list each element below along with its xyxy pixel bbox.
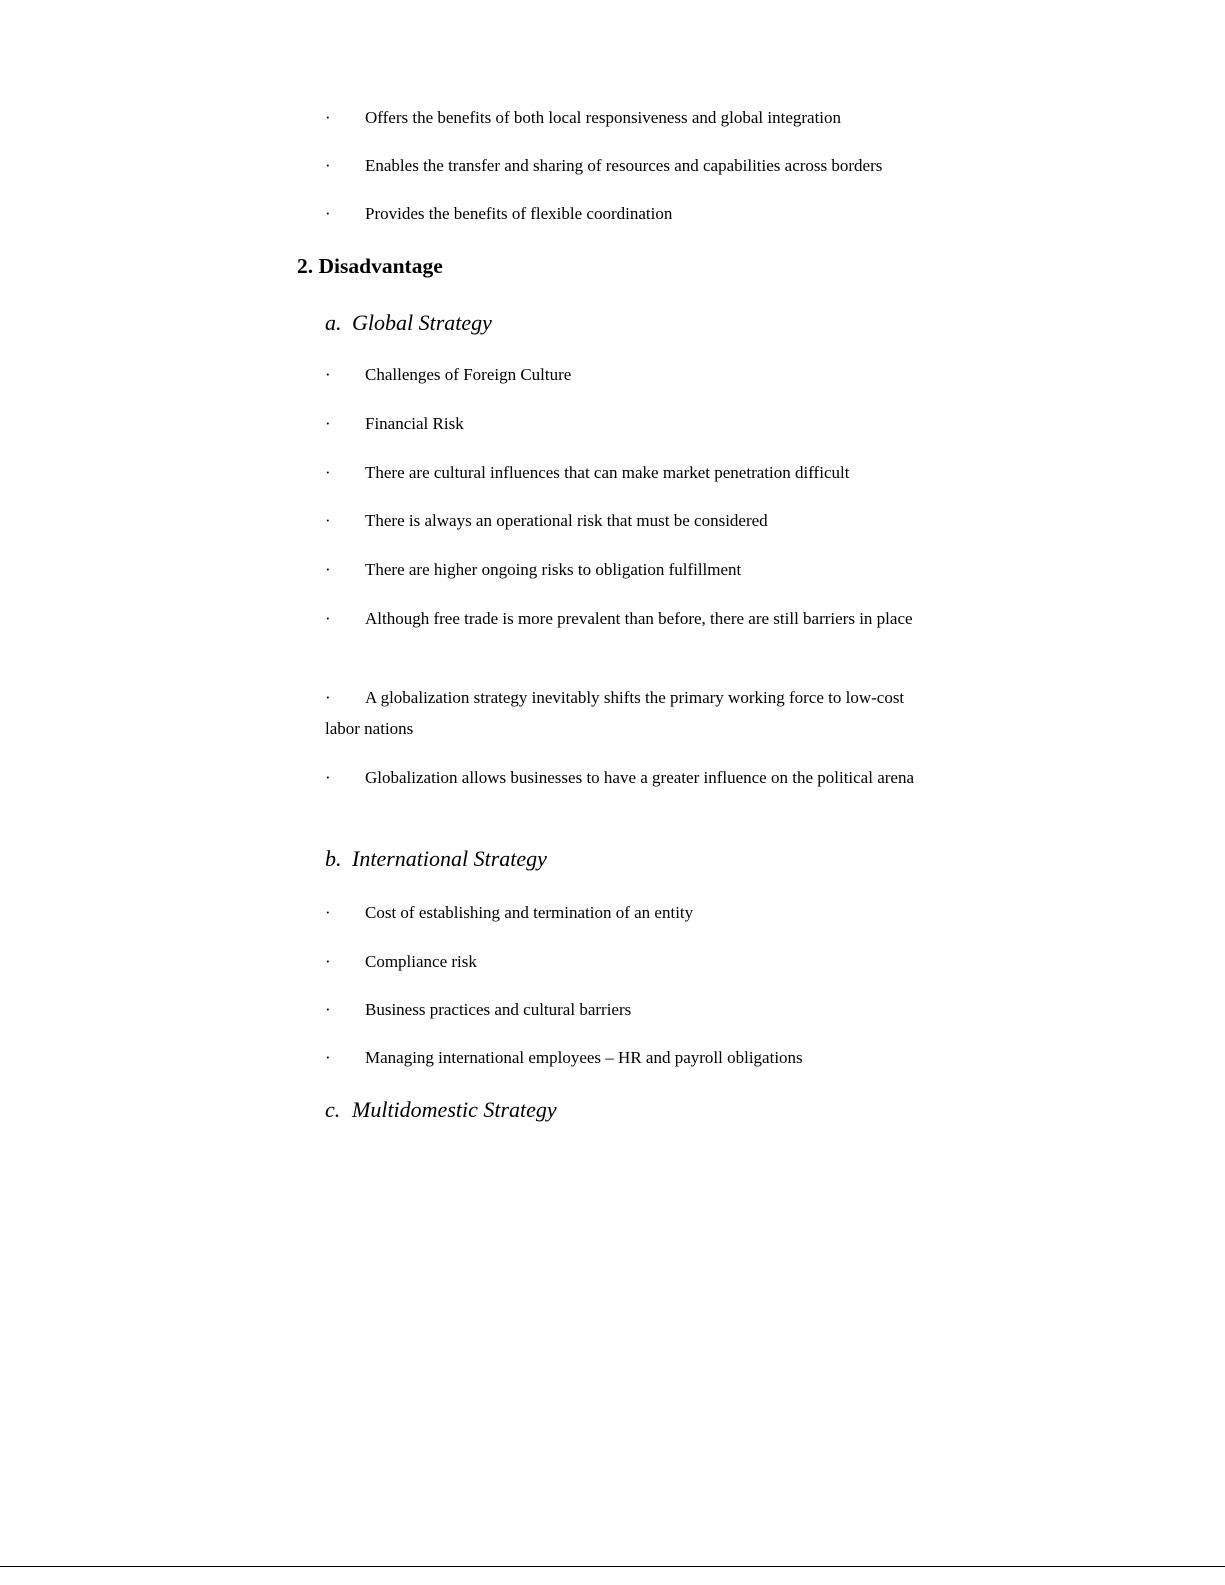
bullet-text: Globalization allows businesses to have a greater influence on the political arena [365,768,914,787]
subsection-title: Multidomestic Strategy [352,1097,557,1122]
subsection-heading-global [325,309,492,337]
bullet-icon: · [325,768,331,787]
bullet-text: Although free trade is more prevalent than before, there are still barriers in place [365,609,913,628]
bullet-icon: · [325,688,331,707]
bullet-text: There are higher ongoing risks to obligation fulfillment [365,560,742,579]
bullet-text: Managing international employees – HR and payroll obligations [365,1048,803,1067]
bullet-text: There are cultural influences that can make market penetration difficult [365,463,850,482]
bullet-icon: · [325,463,331,482]
list-item [325,1042,925,1073]
list-item [325,359,925,390]
subsection-title: Global Strategy [352,310,492,335]
list-item [325,682,925,744]
list-item [325,946,925,977]
bullet-text: A globalization strategy inevitably shifts the primary working force to low-cost labor nations [325,688,905,738]
bullet-icon: · [325,903,331,922]
bullet-icon: · [325,1000,331,1019]
subsection-letter: b. [325,846,342,871]
bullet-text: Compliance risk [365,952,477,971]
subsection-heading-international [325,845,547,873]
bullet-text: Cost of establishing and termination of an entity [365,903,694,922]
bullet-text: Financial Risk [365,414,464,433]
bullet-text: Enables the transfer and sharing of resources and capabilities across borders [365,156,883,175]
bullet-icon: · [325,560,331,579]
list-item [325,762,925,793]
page-divider [0,1566,1225,1567]
bullet-icon: · [325,365,331,384]
bullet-text: Provides the benefits of flexible coordination [365,204,673,223]
bullet-text: There is always an operational risk that must be considered [365,511,768,530]
bullet-icon: · [325,511,331,530]
bullet-icon: · [325,108,331,127]
bullet-icon: · [325,952,331,971]
list-item [325,603,925,634]
list-item [325,554,925,585]
bullet-icon: · [325,414,331,433]
bullet-icon: · [325,204,331,223]
bullet-icon: · [325,156,331,175]
bullet-icon: · [325,609,331,628]
bullet-text: Offers the benefits of both local responsiveness and global integration [365,108,842,127]
subsection-title: International Strategy [352,846,547,871]
bullet-icon: · [325,1048,331,1067]
subsection-letter: a. [325,310,342,335]
subsection-heading-multidomestic [325,1096,557,1124]
bullet-text: Challenges of Foreign Culture [365,365,572,384]
section-heading [297,252,443,280]
list-item [325,150,925,181]
bullet-text: Business practices and cultural barriers [365,1000,632,1019]
list-item [325,198,925,229]
list-item [325,994,925,1025]
section-title: Disadvantage [318,254,443,278]
list-item [325,897,925,928]
list-item [325,408,925,439]
subsection-letter: c. [325,1097,341,1122]
list-item [325,457,925,488]
list-item [325,102,925,133]
list-item [325,505,925,536]
section-number: 2. [297,254,314,278]
